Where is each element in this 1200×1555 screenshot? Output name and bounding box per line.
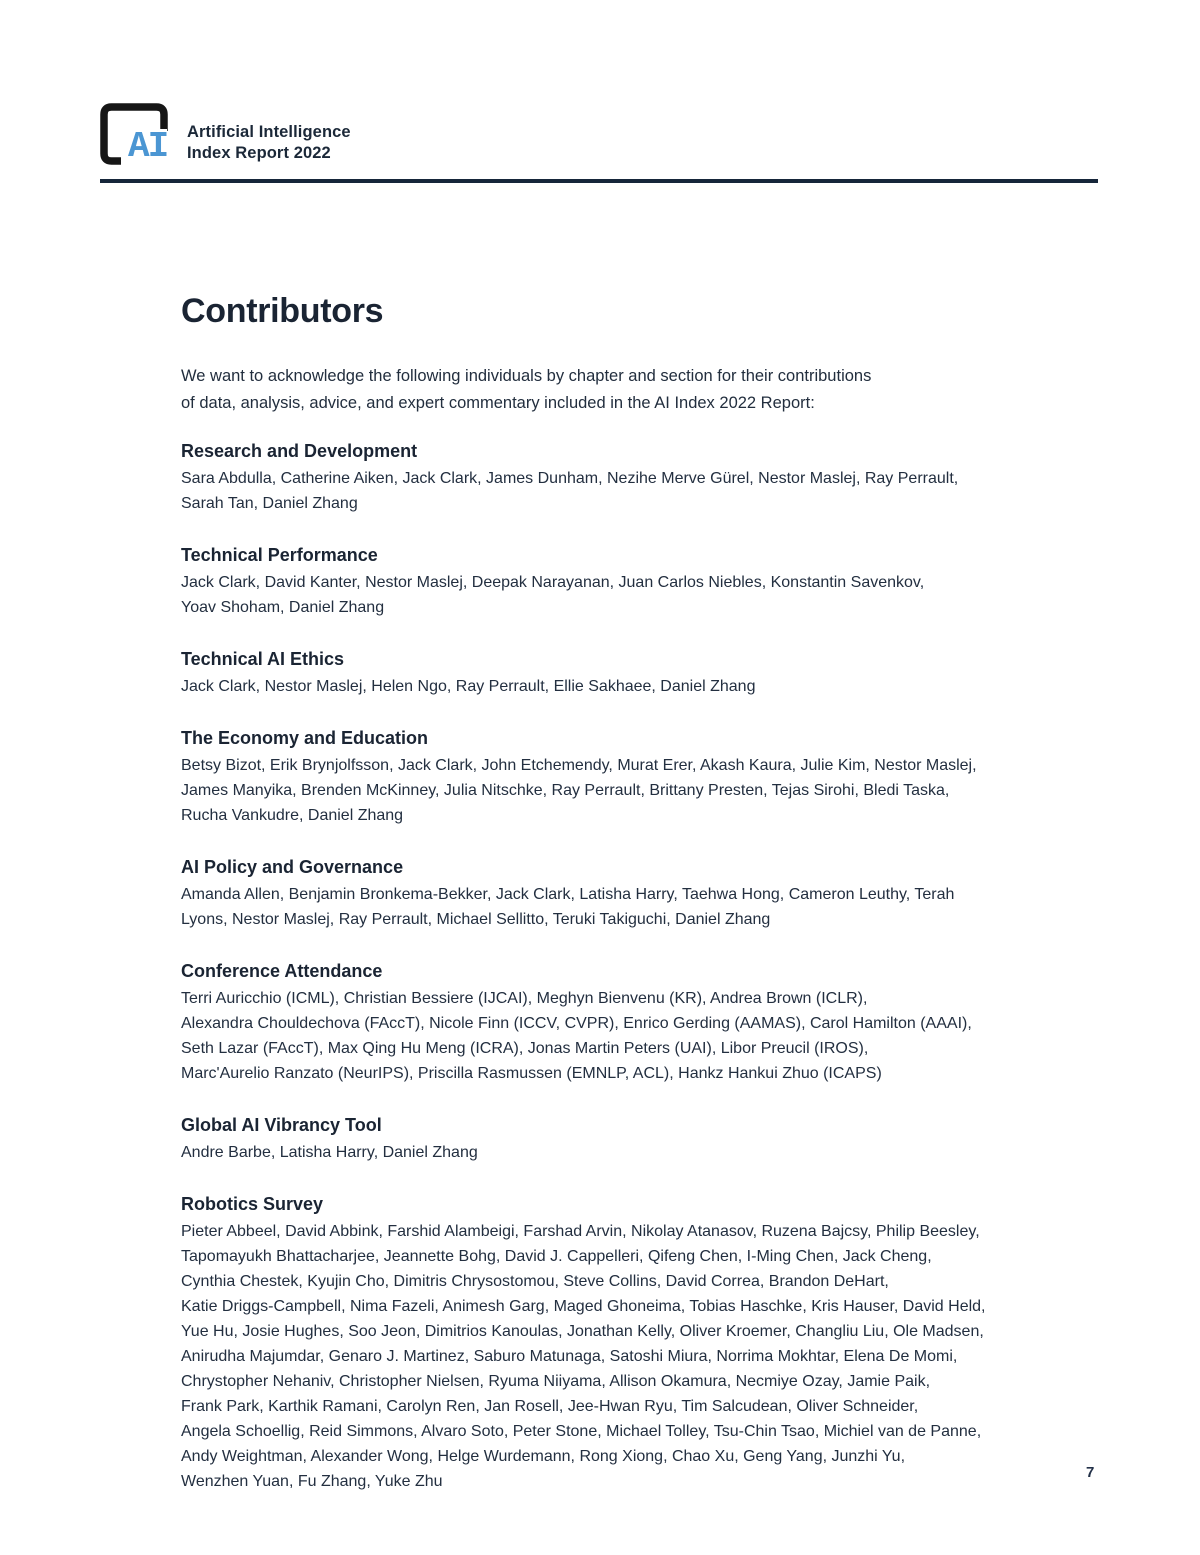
names-line: Wenzhen Yuan, Fu Zhang, Yuke Zhu — [181, 1473, 443, 1490]
contributor-sections — [181, 440, 1076, 1494]
page-content — [181, 292, 1076, 1522]
report-title — [187, 122, 351, 164]
names-line: James Manyika, Brenden McKinney, Julia Nitschke, Ray Perrault, Brittany Presten, Tejas Sirohi, Bledi Taska, — [181, 782, 950, 799]
names-line: Yue Hu, Josie Hughes, Soo Jeon, Dimitrios Kanoulas, Jonathan Kelly, Oliver Kroemer, Changliu Liu, Ole Madsen, — [181, 1323, 984, 1340]
names-line: Alexandra Chouldechova (FAccT), Nicole Finn (ICCV, CVPR), Enrico Gerding (AAMAS), Carol Hamilton (AAAI), — [181, 1015, 972, 1032]
section-names — [181, 674, 1076, 699]
contributor-section — [181, 544, 1076, 620]
section-names — [181, 466, 1076, 516]
page-number: 7 — [1086, 1464, 1095, 1481]
ai-index-logo — [100, 103, 168, 165]
section-names — [181, 1219, 1076, 1494]
names-line: Jack Clark, Nestor Maslej, Helen Ngo, Ray Perrault, Ellie Sakhaee, Daniel Zhang — [181, 678, 756, 695]
names-line: Rucha Vankudre, Daniel Zhang — [181, 807, 404, 824]
report-title-line1: Artificial Intelligence — [187, 123, 351, 141]
contributor-section — [181, 1114, 1076, 1165]
contributor-section — [181, 648, 1076, 699]
section-names — [181, 570, 1076, 620]
names-line: Yoav Shoham, Daniel Zhang — [181, 599, 385, 616]
section-heading: AI Policy and Governance — [181, 857, 404, 877]
names-line: Betsy Bizot, Erik Brynjolfsson, Jack Clark, John Etchemendy, Murat Erer, Akash Kaura, Julie Kim, Nestor Maslej, — [181, 757, 977, 774]
section-names — [181, 1140, 1076, 1165]
intro-paragraph — [181, 363, 1076, 416]
section-heading: Research and Development — [181, 441, 418, 461]
section-heading: The Economy and Education — [181, 728, 429, 748]
section-heading: Technical Performance — [181, 545, 378, 565]
names-line: Frank Park, Karthik Ramani, Carolyn Ren, Jan Rosell, Jee-Hwan Ryu, Tim Salcudean, Oliver Schneider, — [181, 1398, 919, 1415]
section-heading: Conference Attendance — [181, 961, 383, 981]
names-line: Jack Clark, David Kanter, Nestor Maslej, Deepak Narayanan, Juan Carlos Niebles, Konstantin Savenkov, — [181, 574, 925, 591]
names-line: Tapomayukh Bhattacharjee, Jeannette Bohg, David J. Cappelleri, Qifeng Chen, I-Ming Chen, Jack Cheng, — [181, 1248, 932, 1265]
section-names — [181, 986, 1076, 1086]
names-line: Sarah Tan, Daniel Zhang — [181, 495, 358, 512]
names-line: Marc'Aurelio Ranzato (NeurIPS), Priscilla Rasmussen (EMNLP, ACL), Hankz Hankui Zhuo (ICAPS) — [181, 1065, 882, 1082]
contributor-section — [181, 440, 1076, 516]
logo-ai-text: AI — [128, 126, 168, 167]
section-names — [181, 882, 1076, 932]
names-line: Katie Driggs-Campbell, Nima Fazeli, Animesh Garg, Maged Ghoneima, Tobias Haschke, Kris Hauser, David Held, — [181, 1298, 986, 1315]
names-line: Amanda Allen, Benjamin Bronkema-Bekker, Jack Clark, Latisha Harry, Taehwa Hong, Cameron Leuthy, Terah — [181, 886, 955, 903]
contributor-section — [181, 1193, 1076, 1494]
names-line: Lyons, Nestor Maslej, Ray Perrault, Michael Sellitto, Teruki Takiguchi, Daniel Zhang — [181, 911, 771, 928]
section-heading: Global AI Vibrancy Tool — [181, 1115, 382, 1135]
names-line: Andy Weightman, Alexander Wong, Helge Wurdemann, Rong Xiong, Chao Xu, Geng Yang, Junzhi Yu, — [181, 1448, 906, 1465]
page-title: Contributors — [181, 292, 384, 330]
contributor-section — [181, 856, 1076, 932]
names-line: Terri Auricchio (ICML), Christian Bessiere (IJCAI), Meghyn Bienvenu (KR), Andrea Brown (ICLR), — [181, 990, 868, 1007]
names-line: Angela Schoellig, Reid Simmons, Alvaro Soto, Peter Stone, Michael Tolley, Tsu-Chin Tsao, Michiel van de Panne, — [181, 1423, 982, 1440]
names-line: Cynthia Chestek, Kyujin Cho, Dimitris Chrysostomou, Steve Collins, David Correa, Brandon DeHart, — [181, 1273, 889, 1290]
names-line: Seth Lazar (FAccT), Max Qing Hu Meng (ICRA), Jonas Martin Peters (UAI), Libor Preucil (IROS), — [181, 1040, 869, 1057]
header-divider — [100, 179, 1098, 183]
report-title-line2: Index Report 2022 — [187, 144, 331, 162]
names-line: Pieter Abbeel, David Abbink, Farshid Alambeigi, Farshad Arvin, Nikolay Atanasov, Ruzena Bajcsy, Philip Beesley, — [181, 1223, 980, 1240]
section-heading: Technical AI Ethics — [181, 649, 345, 669]
intro-line: We want to acknowledge the following individuals by chapter and section for their contributions — [181, 367, 872, 385]
names-line: Chrystopher Nehaniv, Christopher Nielsen, Ryuma Niiyama, Allison Okamura, Necmiye Ozay, Jamie Paik, — [181, 1373, 931, 1390]
names-line: Andre Barbe, Latisha Harry, Daniel Zhang — [181, 1144, 478, 1161]
names-line: Anirudha Majumdar, Genaro J. Martinez, Saburo Matunaga, Satoshi Miura, Norrima Mokhtar, Elena De Momi, — [181, 1348, 958, 1365]
section-heading: Robotics Survey — [181, 1194, 324, 1214]
section-names — [181, 753, 1076, 828]
intro-line: of data, analysis, advice, and expert commentary included in the AI Index 2022 Report: — [181, 393, 815, 412]
names-line: Sara Abdulla, Catherine Aiken, Jack Clark, James Dunham, Nezihe Merve Gürel, Nestor Maslej, Ray Perrault, — [181, 470, 959, 487]
contributor-section — [181, 960, 1076, 1086]
contributor-section — [181, 727, 1076, 828]
